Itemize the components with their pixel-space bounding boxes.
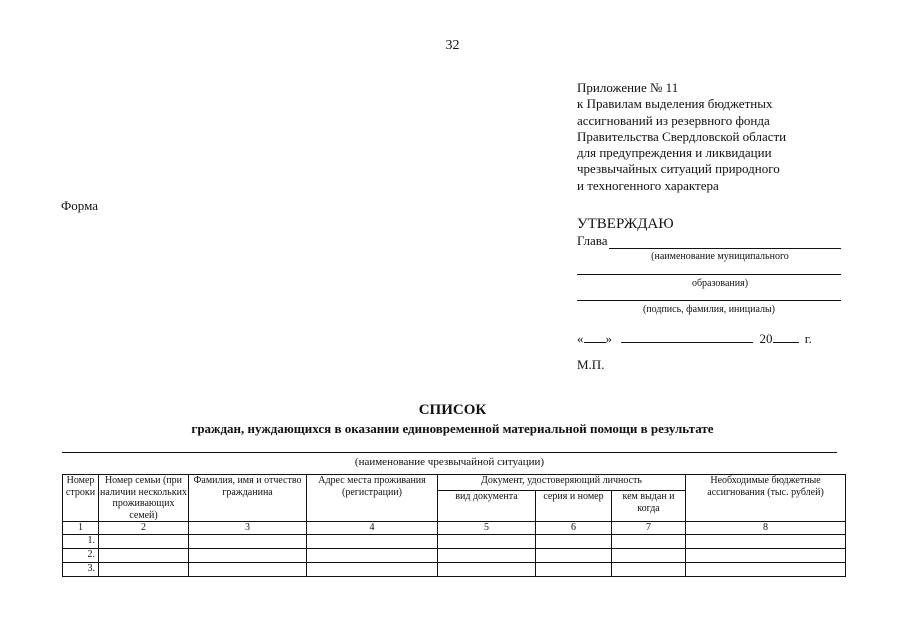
column-number: 3 — [189, 522, 307, 535]
approval-date — [577, 330, 812, 347]
table-cell — [612, 549, 686, 563]
row-number: 2. — [63, 549, 99, 563]
head-blank-line — [609, 235, 841, 249]
table-cell — [612, 563, 686, 577]
day-blank — [584, 330, 606, 343]
table-cell — [307, 535, 438, 549]
row-number: 1. — [63, 535, 99, 549]
table-row — [63, 549, 846, 563]
table-cell — [686, 549, 846, 563]
head-field — [577, 233, 841, 249]
stamp-place: М.П. — [577, 357, 605, 372]
page-number: 32 — [445, 38, 460, 53]
table-cell — [307, 563, 438, 577]
table-cell — [686, 563, 846, 577]
appendix-block — [577, 80, 897, 194]
year-prefix: 20 — [759, 331, 773, 346]
citizens-table — [62, 474, 846, 577]
table-cell — [536, 563, 612, 577]
month-blank — [621, 330, 753, 343]
situation-blank-line — [62, 452, 837, 453]
signature-hint: (подпись, фамилия, инициалы) — [642, 304, 776, 315]
table-cell — [536, 549, 612, 563]
table-cell — [307, 549, 438, 563]
header-full-name: Фамилия, имя и отчество гражданина — [189, 475, 307, 522]
appendix-line: Правительства Свердловской области — [577, 128, 787, 144]
municipal-hint-1: (наименование муниципального — [651, 251, 789, 262]
table-cell — [189, 563, 307, 577]
table-row — [63, 563, 846, 577]
table-header-row — [63, 475, 846, 491]
table-cell — [438, 563, 536, 577]
header-doc-series: серия и номер — [536, 491, 612, 522]
column-number: 1 — [63, 522, 99, 535]
header-address: Адрес места проживания (регистрации) — [307, 475, 438, 522]
table-cell — [536, 535, 612, 549]
table-cell — [686, 535, 846, 549]
list-subtitle: граждан, нуждающихся в оказании единовременной материальной помощи в результате — [191, 421, 714, 436]
table-cell — [438, 549, 536, 563]
table-cell — [99, 535, 189, 549]
table-cell — [612, 535, 686, 549]
column-number: 7 — [612, 522, 686, 535]
table-cell — [438, 535, 536, 549]
head-label: Глава — [577, 233, 608, 248]
appendix-line: Приложение № 11 — [577, 80, 679, 95]
signature-blank-line — [577, 300, 841, 301]
column-number: 2 — [99, 522, 189, 535]
header-doc-type: вид документа — [438, 491, 536, 522]
date-close-quote: » — [605, 331, 612, 346]
municipal-blank-line — [577, 274, 841, 275]
header-row-number: Номер строки — [63, 475, 99, 522]
situation-hint: (наименование чрезвычайной ситуации) — [354, 456, 545, 468]
table-cell — [99, 563, 189, 577]
appendix-line: к Правилам выделения бюджетных — [577, 96, 773, 112]
table-cell — [189, 549, 307, 563]
header-budget: Необходимые бюджетные ассигнования (тыс. рублей) — [686, 475, 846, 522]
column-number-row — [63, 522, 846, 535]
appendix-line: для предупреждения и ликвидации — [577, 145, 772, 161]
appendix-line: чрезвычайных ситуаций природного — [577, 161, 780, 177]
column-number: 5 — [438, 522, 536, 535]
form-label: Форма — [61, 198, 98, 213]
column-number: 4 — [307, 522, 438, 535]
year-suffix: г. — [804, 331, 812, 346]
header-document-group: Документ, удостоверяющий личность — [438, 475, 686, 491]
table-row — [63, 535, 846, 549]
approval-title: УТВЕРЖДАЮ — [577, 216, 674, 232]
appendix-line: и техногенного характера — [577, 177, 719, 193]
header-doc-issued: кем выдан и когда — [612, 491, 686, 522]
year-blank — [773, 330, 799, 343]
table-cell — [189, 535, 307, 549]
appendix-line: ассигнований из резервного фонда — [577, 112, 770, 128]
row-number: 3. — [63, 563, 99, 577]
list-title: СПИСОК — [418, 402, 487, 418]
header-family-number: Номер семьи (при наличии нескольких проживающих семей) — [100, 475, 187, 521]
municipal-hint-2: образования) — [691, 278, 749, 289]
column-number: 6 — [536, 522, 612, 535]
table-cell — [99, 549, 189, 563]
date-open-quote: « — [577, 331, 584, 346]
column-number: 8 — [686, 522, 846, 535]
